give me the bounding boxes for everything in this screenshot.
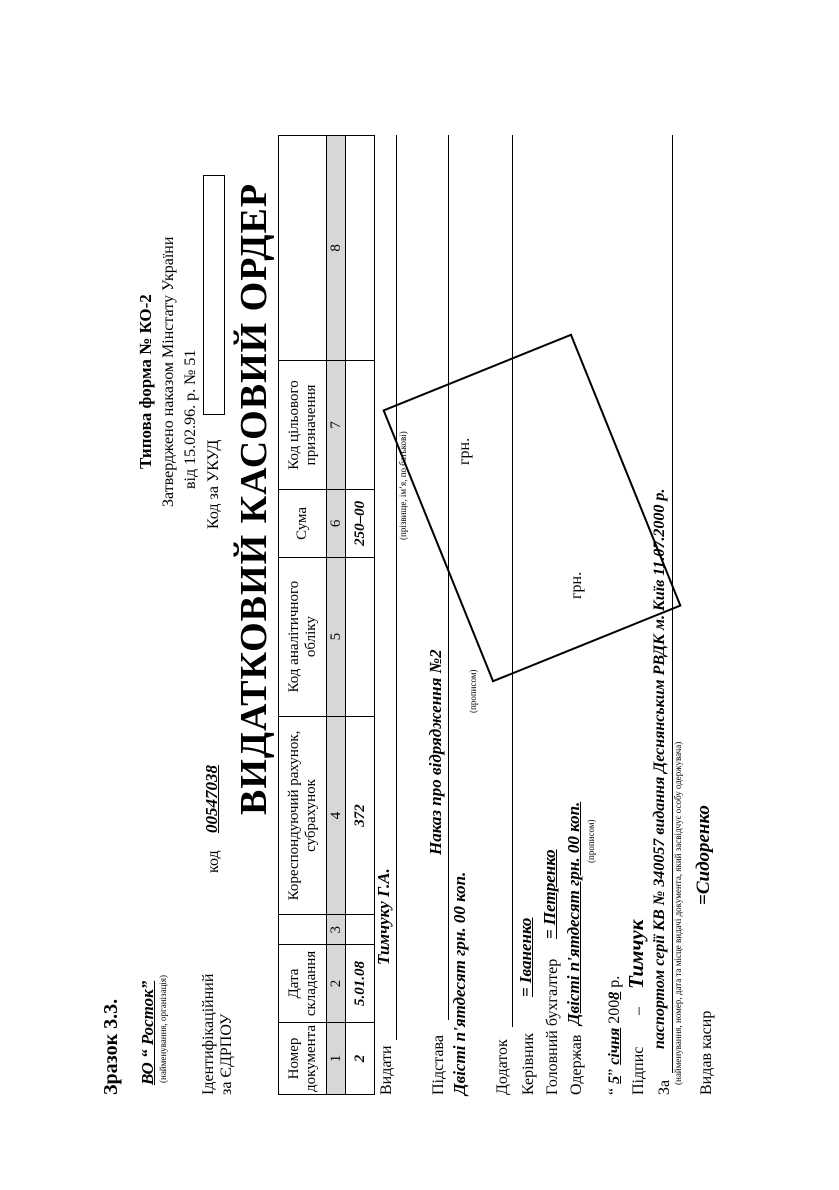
issue-to-label: Видати (378, 1045, 395, 1095)
cashier-signature: =Сидоренко (693, 805, 714, 905)
value-analytic-code (346, 557, 375, 716)
attachment-label: Додаток (494, 1039, 511, 1095)
form-approved: Затверджено наказом Мінстату України (160, 236, 177, 507)
issue-to-value: Тимчуку Г.А. (374, 868, 393, 965)
amount-words-caption: (прописом) (468, 669, 478, 713)
sample-label: Зразок 3.3. (100, 998, 122, 1095)
date-open-quote: “ (606, 1087, 623, 1095)
passport-caption: (найменування, номер, дата та місце видачі документа, який засвідчує особу одержувача) (673, 741, 683, 1085)
received-label: Одержав (568, 1034, 585, 1095)
col-number: 8 (327, 136, 346, 361)
organization-name: ВО “ Росток” (138, 980, 157, 1085)
col-number: 1 (327, 1022, 346, 1094)
form-approved-date: від 15.02.96. р. № 51 (182, 349, 199, 489)
amount-currency: грн. (456, 437, 473, 465)
cashier-label: Видав касир (698, 1010, 715, 1095)
order-table (278, 135, 375, 1095)
chief-accountant-signature: = Петренко (540, 849, 559, 939)
table-header-row (279, 136, 327, 1095)
document-title: ВИДАТКОВИЙ КАСОВИЙ ОРДЕР (233, 182, 275, 815)
value-corr-account: 372 (346, 716, 375, 915)
col-number: 3 (327, 915, 346, 945)
date-month: січня (606, 1027, 623, 1065)
edrpou-code-value: 00547038 (202, 765, 221, 833)
header-sum: Сума (279, 490, 327, 558)
header-analytic-code: Код аналітичного обліку (279, 557, 327, 716)
signature-value: Тимчук (624, 919, 648, 989)
signature-label: Підпис (630, 1046, 647, 1095)
basis-label: Підстава (430, 1035, 447, 1095)
organization-caption: (найменування, організація) (158, 974, 168, 1083)
basis-value: Наказ про відрядження №2 (426, 649, 445, 855)
amount-words: Двісті п'ятдесят грн. 00 коп. (450, 871, 469, 1095)
header-date: Дата складання (279, 945, 327, 1023)
edrpou-label-1: Ідентифікаційний (200, 973, 217, 1095)
col-number: 2 (327, 945, 346, 1023)
issue-to-line (396, 135, 397, 1040)
value-blank-3 (346, 915, 375, 945)
edrpou-label-2: за ЄДРПОУ (218, 1013, 235, 1095)
date-year-suffix: 8 (606, 991, 623, 1000)
received-currency: грн. (568, 571, 585, 599)
passport-label: За (656, 1079, 673, 1095)
value-sum: 250–00 (346, 490, 375, 558)
value-purpose-code (346, 360, 375, 489)
header-doc-number: Номер документа (279, 1022, 327, 1094)
received-amount: Двісті п'ятдесят грн. 00 коп. (564, 801, 583, 1025)
edrpou-code-label: код (205, 850, 222, 873)
date-close-quote: ” (606, 1068, 623, 1076)
header-blank-8 (279, 136, 327, 361)
received-caption: (прописом) (586, 819, 596, 863)
header-purpose-code: Код цільового призначення (279, 360, 327, 489)
value-date: 5.01.08 (346, 945, 375, 1023)
stamp-placeholder (382, 333, 681, 682)
date-line (606, 976, 624, 1095)
ukud-box[interactable] (203, 175, 225, 415)
passport-value: паспортом серії КВ № 340057 видання Деснянським РВДК м. Київ 11.07.2000 р. (651, 488, 668, 1049)
value-blank-8 (346, 136, 375, 361)
value-doc-number: 2 (346, 1022, 375, 1094)
director-signature: = Іваненко (516, 917, 535, 997)
col-number: 6 (327, 490, 346, 558)
ukud-label: Код за УКУД (205, 439, 222, 529)
col-number: 4 (327, 716, 346, 915)
date-day: 5 (606, 1075, 623, 1084)
chief-accountant-label: Головний бухгалтер (544, 958, 561, 1095)
director-label: Керівник (520, 1032, 537, 1095)
table-value-row (346, 136, 375, 1095)
col-number: 5 (327, 557, 346, 716)
header-corr-account: Кореспондуючий рахунок, субрахунок (279, 716, 327, 915)
signature-dash: – (630, 1007, 647, 1015)
table-number-row (327, 136, 346, 1095)
header-blank-3 (279, 915, 327, 945)
issue-to-caption: (прізвище, ім’я, по батькові) (398, 431, 408, 540)
date-year-prefix: 200 (606, 999, 623, 1024)
col-number: 7 (327, 360, 346, 489)
rotated-form (100, 95, 715, 1095)
basis-line (448, 135, 449, 1020)
date-suffix: р. (606, 975, 623, 988)
form-number: Типова форма № КО-2 (136, 294, 155, 469)
